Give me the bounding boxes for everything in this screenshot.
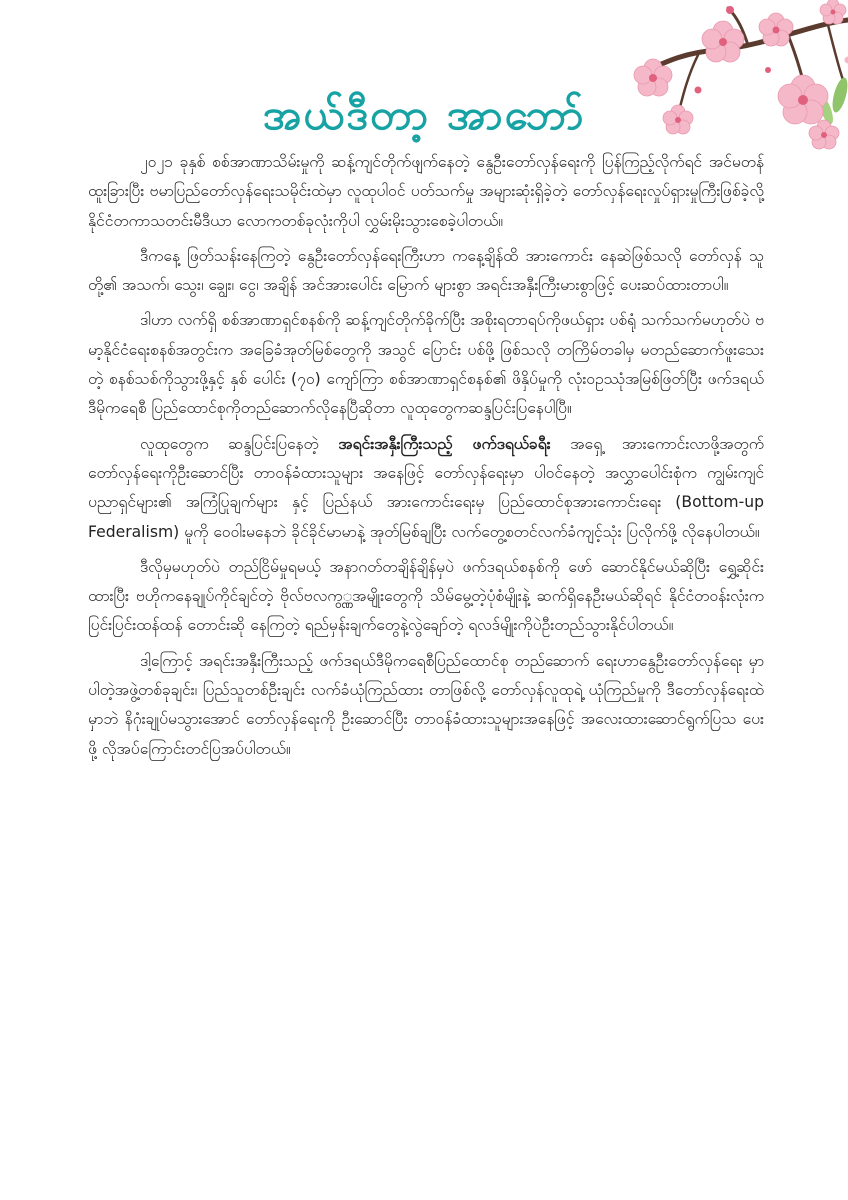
paragraph-6: ဒါ့ကြောင့် အရင်းအနှီးကြီးသည့် ဖက်ဒရယ်ဒီမိုကရေစီပြည်ထောင်စု တည်ဆောက် ရေးဟာနွေဦးတော်လှန်ရေး မှာပါတဲ့အဖွဲ့တစ်ခုချင်း၊ ပြည်သူတစ်ဦးချင်း လက်ခံယုံကြည်ထား တာဖြစ်လို့ တော်လှန်လူထုရဲ့ ယုံကြည်မှုကို ဒီတော်လှန်ရေးထဲမှာဘဲ နိဂုံးချုပ်မသွားအောင် တော်လှန်ရေးကို ဦးဆောင်ပြီး တာဝန်ခံထားသူများအနေဖြင့် အလေးထားဆောင်ရွက်ပြသ ပေးဖို့ လိုအပ်ကြောင်းတင်ပြအပ်ပါတယ်။ [88,651,764,758]
paragraph-2: ဒီကနေ့ ဖြတ်သန်းနေကြတဲ့ နွေဦးတော်လှန်ရေးကြီးဟာ ကနေ့ချိန်ထိ အားကောင်း နေဆဲဖြစ်သလို တော်လှန် သူတို့၏ အသက်၊ သွေး၊ ချွေး၊ ငွေ၊ အချိန် အင်အားပေါင်း မြောက် များစွာ အရင်းအနှီးကြီးမားစွာဖြင့် ပေးဆပ်ထားတာပါ။ [88,246,764,295]
highlight-phrase: အရင်းအနှီးကြီးသည့် ဖက်ဒရယ်ခရီး [338,434,551,453]
paragraph-4 [88,430,764,547]
paragraph-4-rest: အရှေ့ အားကောင်းလာဖို့အတွက် တော်လှန်ရေးကိုဦးဆောင်ပြီး တာဝန်ခံထားသူများ အနေဖြင့် တော်လှန်ရေးမှာ ပါဝင်နေတဲ့ အလွှာပေါင်းစုံက ကျွမ်းကျင်ပညာရှင်များ၏ အကြံပြုချက်များ နှင့် ပြည်နယ် အားကောင်းရေးမှ ပြည်ထောင်စုအားကောင်းရေး (Bottom-up Federalism) မူကို ဝေဝါးမနေဘဲ ခိုင်ခိုင်မာမာနဲ့ အုတ်မြစ်ချပြီး လက်တွေ့စတင်လက်ခံကျင့်သုံး ပြလိုက်ဖို့ လိုနေပါတယ်။ [88,434,764,541]
paragraph-4-lead: လူထုတွေက ဆန္ဒပြင်းပြနေတဲ့ [140,434,339,453]
page-title: အယ်ဒီတာ့ အာဘော် [262,90,586,139]
paragraph-5: ဒီလိုမှမဟုတ်ပဲ တည်ငြိမ်မှုရမယ့် အနာဂတ်တချိန်ချိန်မှပဲ ဖက်ဒရယ်စနစ်ကို ဖော် ဆောင်နိုင်မယ်ဆိုပြီး ရွှေ့ဆိုင်းထားပြီး ဗဟိုကနေချုပ်ကိုင်ချင်တဲ့ ဗိုလ်ဗလကွ္ဏအမျိုးတွေကို သိမ်မွေ့တဲ့ပုံစံမျိုးနဲ့ ဆက်ရှိနေဦးမယ်ဆိုရင် နိုင်ငံတဝန်းလုံးက ပြင်းပြင်းထန်ထန် တောင်းဆို နေကြတဲ့ ရည်မှန်းချက်တွေနဲ့လွဲချော်တဲ့ ရလဒ်မျိုးကိုပဲဦးတည်သွားနိုင်ပါတယ်။ [88,557,764,635]
paragraph-3: ဒါဟာ လက်ရှိ စစ်အာဏာရှင်စနစ်ကို ဆန့်ကျင်တိုက်ခိုက်ပြီး အစိုးရတာရပ်ကိုဖယ်ရှား ပစ်ရုံ သက်သက်မဟုတ်ပဲ ဗမာ့နိုင်ငံရေးစနစ်အတွင်းက အခြေခံအုတ်မြစ်တွေကို အသွင် ပြောင်း ပစ်ဖို့ ဖြစ်သလို တကြိမ်တခါမှ မတည်ဆောက်ဖူးသေးတဲ့ စနစ်သစ်ကိုသွားဖို့နှင့် နှစ် ပေါင်း (၇၀) ကျော်ကြာ စစ်အာဏာရှင်စနစ်၏ ဖိနှိပ်မှုကို လုံးဝဥဿုံအမြစ်ဖြတ်ပြီး ဖက်ဒရယ် ဒီမိုကရေစီ ပြည်ထောင်စုကိုတည်ဆောက်လိုနေပြီဆိုတာ လူထုတွေကဆန္ဒပြင်းပြနေပါပြီ။ [88,311,764,418]
article-body [88,148,764,770]
paragraph-1: ၂၀၂၁ ခုနှစ် စစ်အာဏာသိမ်းမှုကို ဆန့်ကျင်တိုက်ဖျက်နေတဲ့ နွေဦးတော်လှန်ရေးကို ပြန်ကြည့်လိုက်ရင် အင်မတန်ထူးခြားပြီး ဗမာပြည်တော်လှန်ရေးသမိုင်းထဲမှာ လူထုပါဝင် ပတ်သက်မှု အများဆုံးရှိခဲ့တဲ့ တော်လှန်ရေးလှုပ်ရှားမှုကြီးဖြစ်ခဲ့လို့ နိုင်ငံတကာသတင်းမီဒီယာ လောကတစ်ခုလုံးကိုပါ လွှမ်းမိုးသွားစေခဲ့ပါတယ်။ [88,153,764,230]
